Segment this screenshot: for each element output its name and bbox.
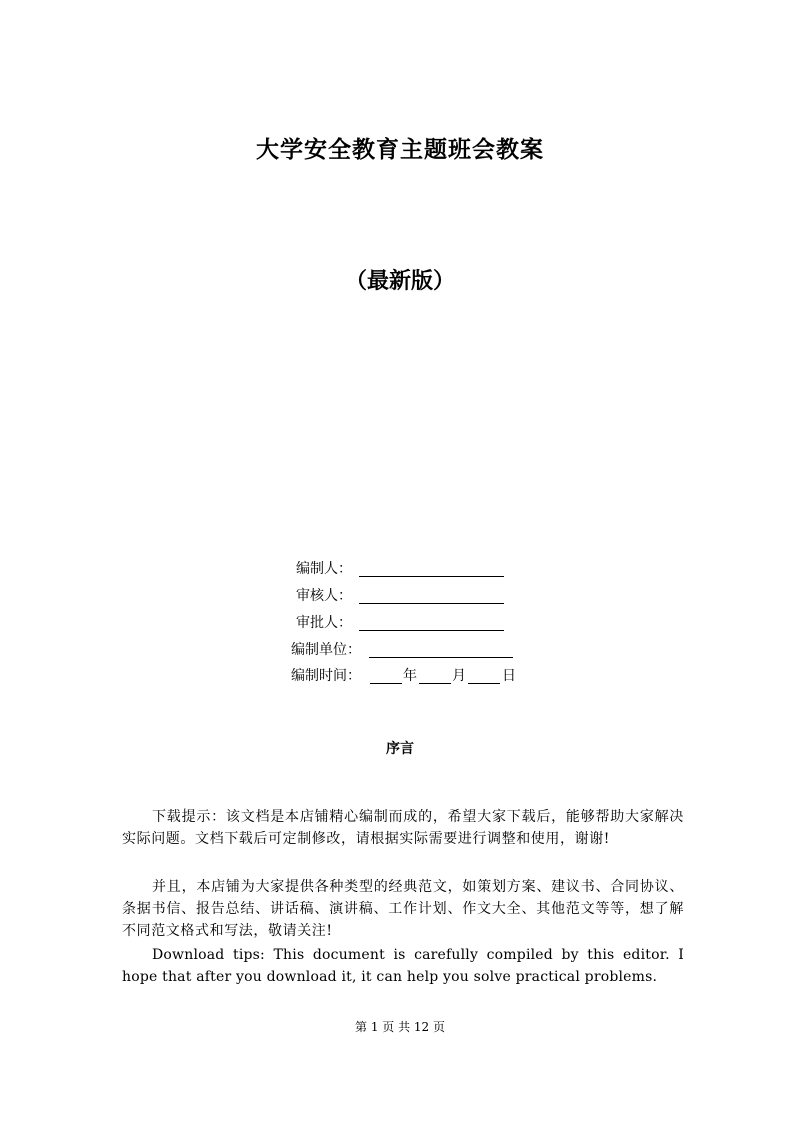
day-line[interactable] <box>468 683 500 684</box>
document-title: 大学安全教育主题班会教案 <box>256 137 544 163</box>
preface-paragraph: 并且，本店铺为大家提供各种类型的经典范文，如策划方案、建议书、合同协议、条据书信、报告总结、讲话稿、演讲稿、工作计划、作文大全、其他范文等等，想了解不同范文格式和写法，敬请关注! <box>122 879 684 939</box>
year-label: 年 <box>403 668 417 684</box>
approver-label: 审批人： <box>296 615 352 631</box>
time-row <box>0 666 361 686</box>
unit-line[interactable] <box>369 657 513 658</box>
reviewer-row <box>0 586 352 606</box>
reviewer-line[interactable] <box>359 603 504 604</box>
document-version: （最新版） <box>344 269 455 294</box>
preface-paragraph: 下载提示：该文档是本店铺精心编制而成的，希望大家下载后，能够帮助大家解决实际问题。文档下载后可定制修改，请根据实际需要进行调整和使用，谢谢! <box>122 809 684 847</box>
page-footer: 第 1 页 共 12 页 <box>355 1020 445 1034</box>
unit-row <box>0 640 361 660</box>
approver-line[interactable] <box>359 630 504 631</box>
editor-label: 编制人： <box>296 561 352 577</box>
editor-row <box>0 559 352 579</box>
time-label: 编制时间： <box>291 668 361 684</box>
unit-label: 编制单位： <box>291 642 361 658</box>
preface-title: 序言 <box>386 741 414 757</box>
preface-paragraph-english: Download tips: This document is carefully compiled by this editor. I hope that after you download it, it can help you solve practical problems. <box>122 947 684 985</box>
approver-row <box>0 613 352 633</box>
month-line[interactable] <box>419 683 451 684</box>
editor-line[interactable] <box>359 576 504 577</box>
year-line[interactable] <box>370 683 402 684</box>
reviewer-label: 审核人： <box>296 588 352 604</box>
month-label: 月 <box>452 668 466 684</box>
day-label: 日 <box>502 668 516 684</box>
